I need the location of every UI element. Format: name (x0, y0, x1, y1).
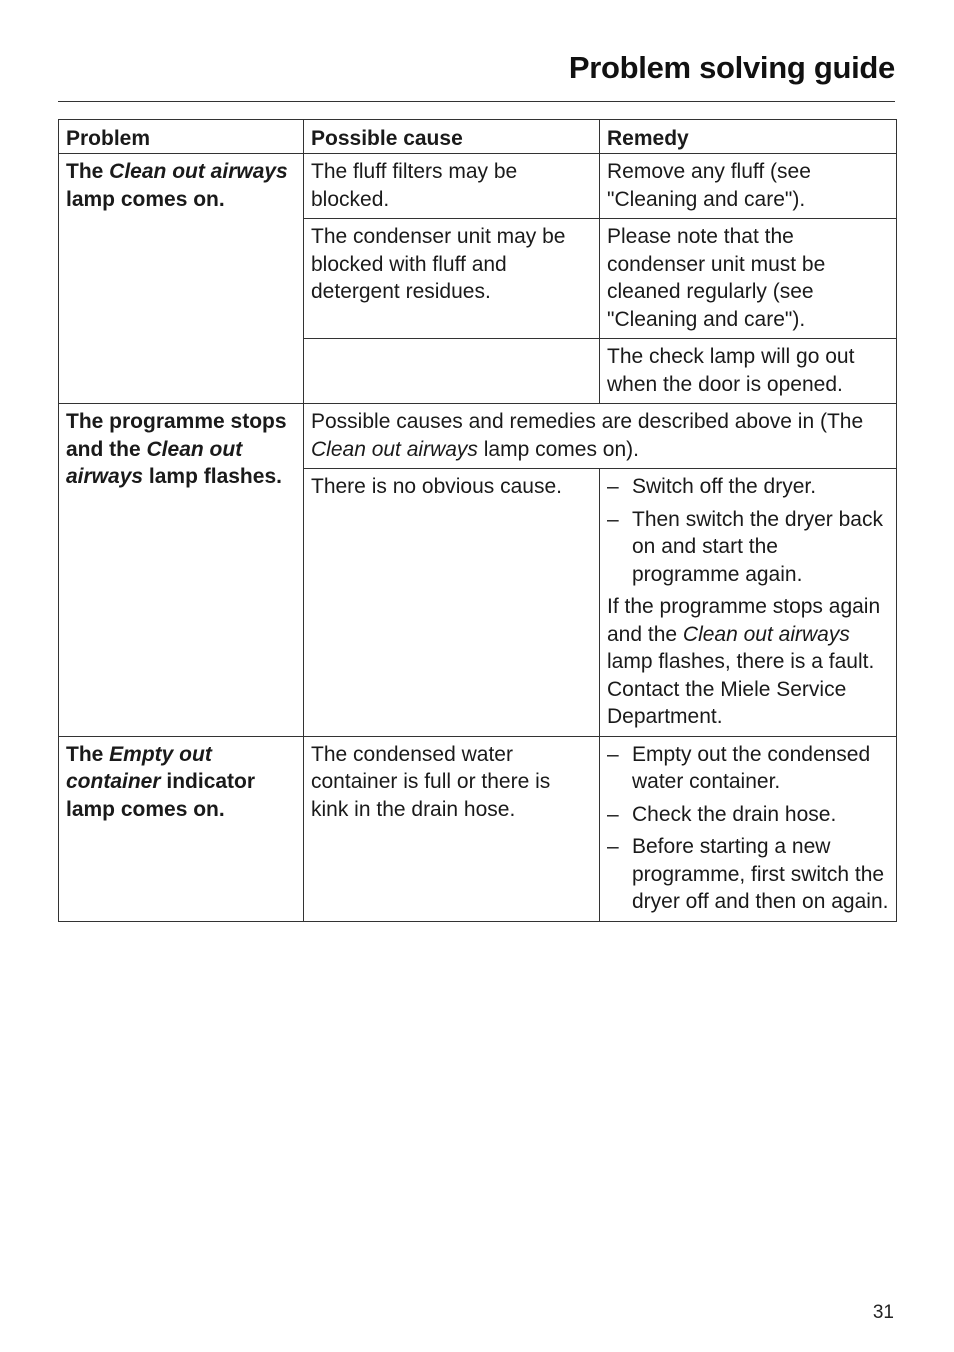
page-number: 31 (872, 1302, 894, 1323)
title-divider (58, 101, 895, 102)
dash-bullet: – (607, 835, 619, 858)
remedy-cell (600, 736, 897, 921)
dash-bullet: – (607, 802, 619, 826)
combined-cause-remedy-cell (304, 404, 897, 469)
remedy-list-item (607, 801, 890, 829)
cause-cell: The condenser unit may be blocked with fluff and detergent residues. (304, 219, 600, 339)
remedy-step: Empty out the condensed water container. (632, 742, 871, 793)
remedy-step: Switch off the dryer. (632, 475, 817, 498)
table-row (59, 154, 897, 219)
problem-text: The (66, 742, 110, 766)
header-problem: Problem (59, 120, 304, 154)
remedy-cell: Please note that the condenser unit must be cleaned regularly (see "Cleaning and care"). (600, 219, 897, 339)
problem-text: The programme stops and the (66, 410, 287, 461)
problem-cell-programme-stops (59, 404, 304, 737)
problem-text: lamp comes on. (66, 187, 225, 211)
lamp-name: Empty out container (66, 742, 212, 793)
remedy-note-text: lamp flashes, there is a fault. Contact the Miele Service Department. (607, 650, 875, 728)
problem-text: lamp flashes. (143, 465, 282, 488)
remedy-list-item (607, 473, 890, 501)
remedy-list-item (607, 741, 890, 796)
cause-text: Possible causes and remedies are described above in (The (311, 410, 864, 433)
remedy-step: Then switch the dryer back on and start the programme again. (632, 507, 883, 586)
lamp-name: Clean out airways (311, 437, 478, 461)
cause-cell: There is no obvious cause. (304, 469, 600, 737)
remedy-step: Check the drain hose. (632, 802, 837, 826)
cause-cell-empty (304, 339, 600, 404)
problem-cell-clean-out-airways (59, 154, 304, 404)
lamp-name: Clean out airways (682, 622, 850, 646)
cause-cell: The condensed water container is full or there is kink in the drain hose. (304, 736, 600, 921)
problem-cell-empty-out-container (59, 736, 304, 921)
cause-text: lamp comes on). (477, 437, 639, 461)
remedy-note-text: If the programme stops again and the (607, 595, 881, 646)
problem-text: indicator lamp comes on. (66, 770, 256, 821)
remedy-list-item (607, 506, 890, 589)
remedy-list-item (607, 833, 890, 916)
lamp-name: Clean out airways (109, 160, 288, 183)
dash-bullet: – (607, 742, 619, 766)
table-row (59, 404, 897, 469)
header-remedy: Remedy (600, 120, 897, 154)
page-title: Problem solving guide (568, 50, 895, 85)
cause-cell: The fluff filters may be blocked. (304, 154, 600, 219)
remedy-cell: Remove any fluff (see "Cleaning and care"). (600, 154, 897, 219)
dash-bullet: – (607, 507, 619, 531)
table-row (59, 736, 897, 921)
problem-solving-table (58, 119, 897, 922)
remedy-note (607, 593, 890, 731)
remedy-cell (600, 469, 897, 737)
table-header-row (59, 120, 897, 154)
header-possible-cause: Possible cause (304, 120, 600, 154)
remedy-cell: The check lamp will go out when the door is opened. (600, 339, 897, 404)
lamp-name: Clean out airways (66, 437, 243, 488)
remedy-step: Before starting a new programme, first switch the dryer off and then on again. (632, 835, 889, 913)
dash-bullet: – (607, 475, 619, 498)
problem-text: The (66, 160, 110, 183)
